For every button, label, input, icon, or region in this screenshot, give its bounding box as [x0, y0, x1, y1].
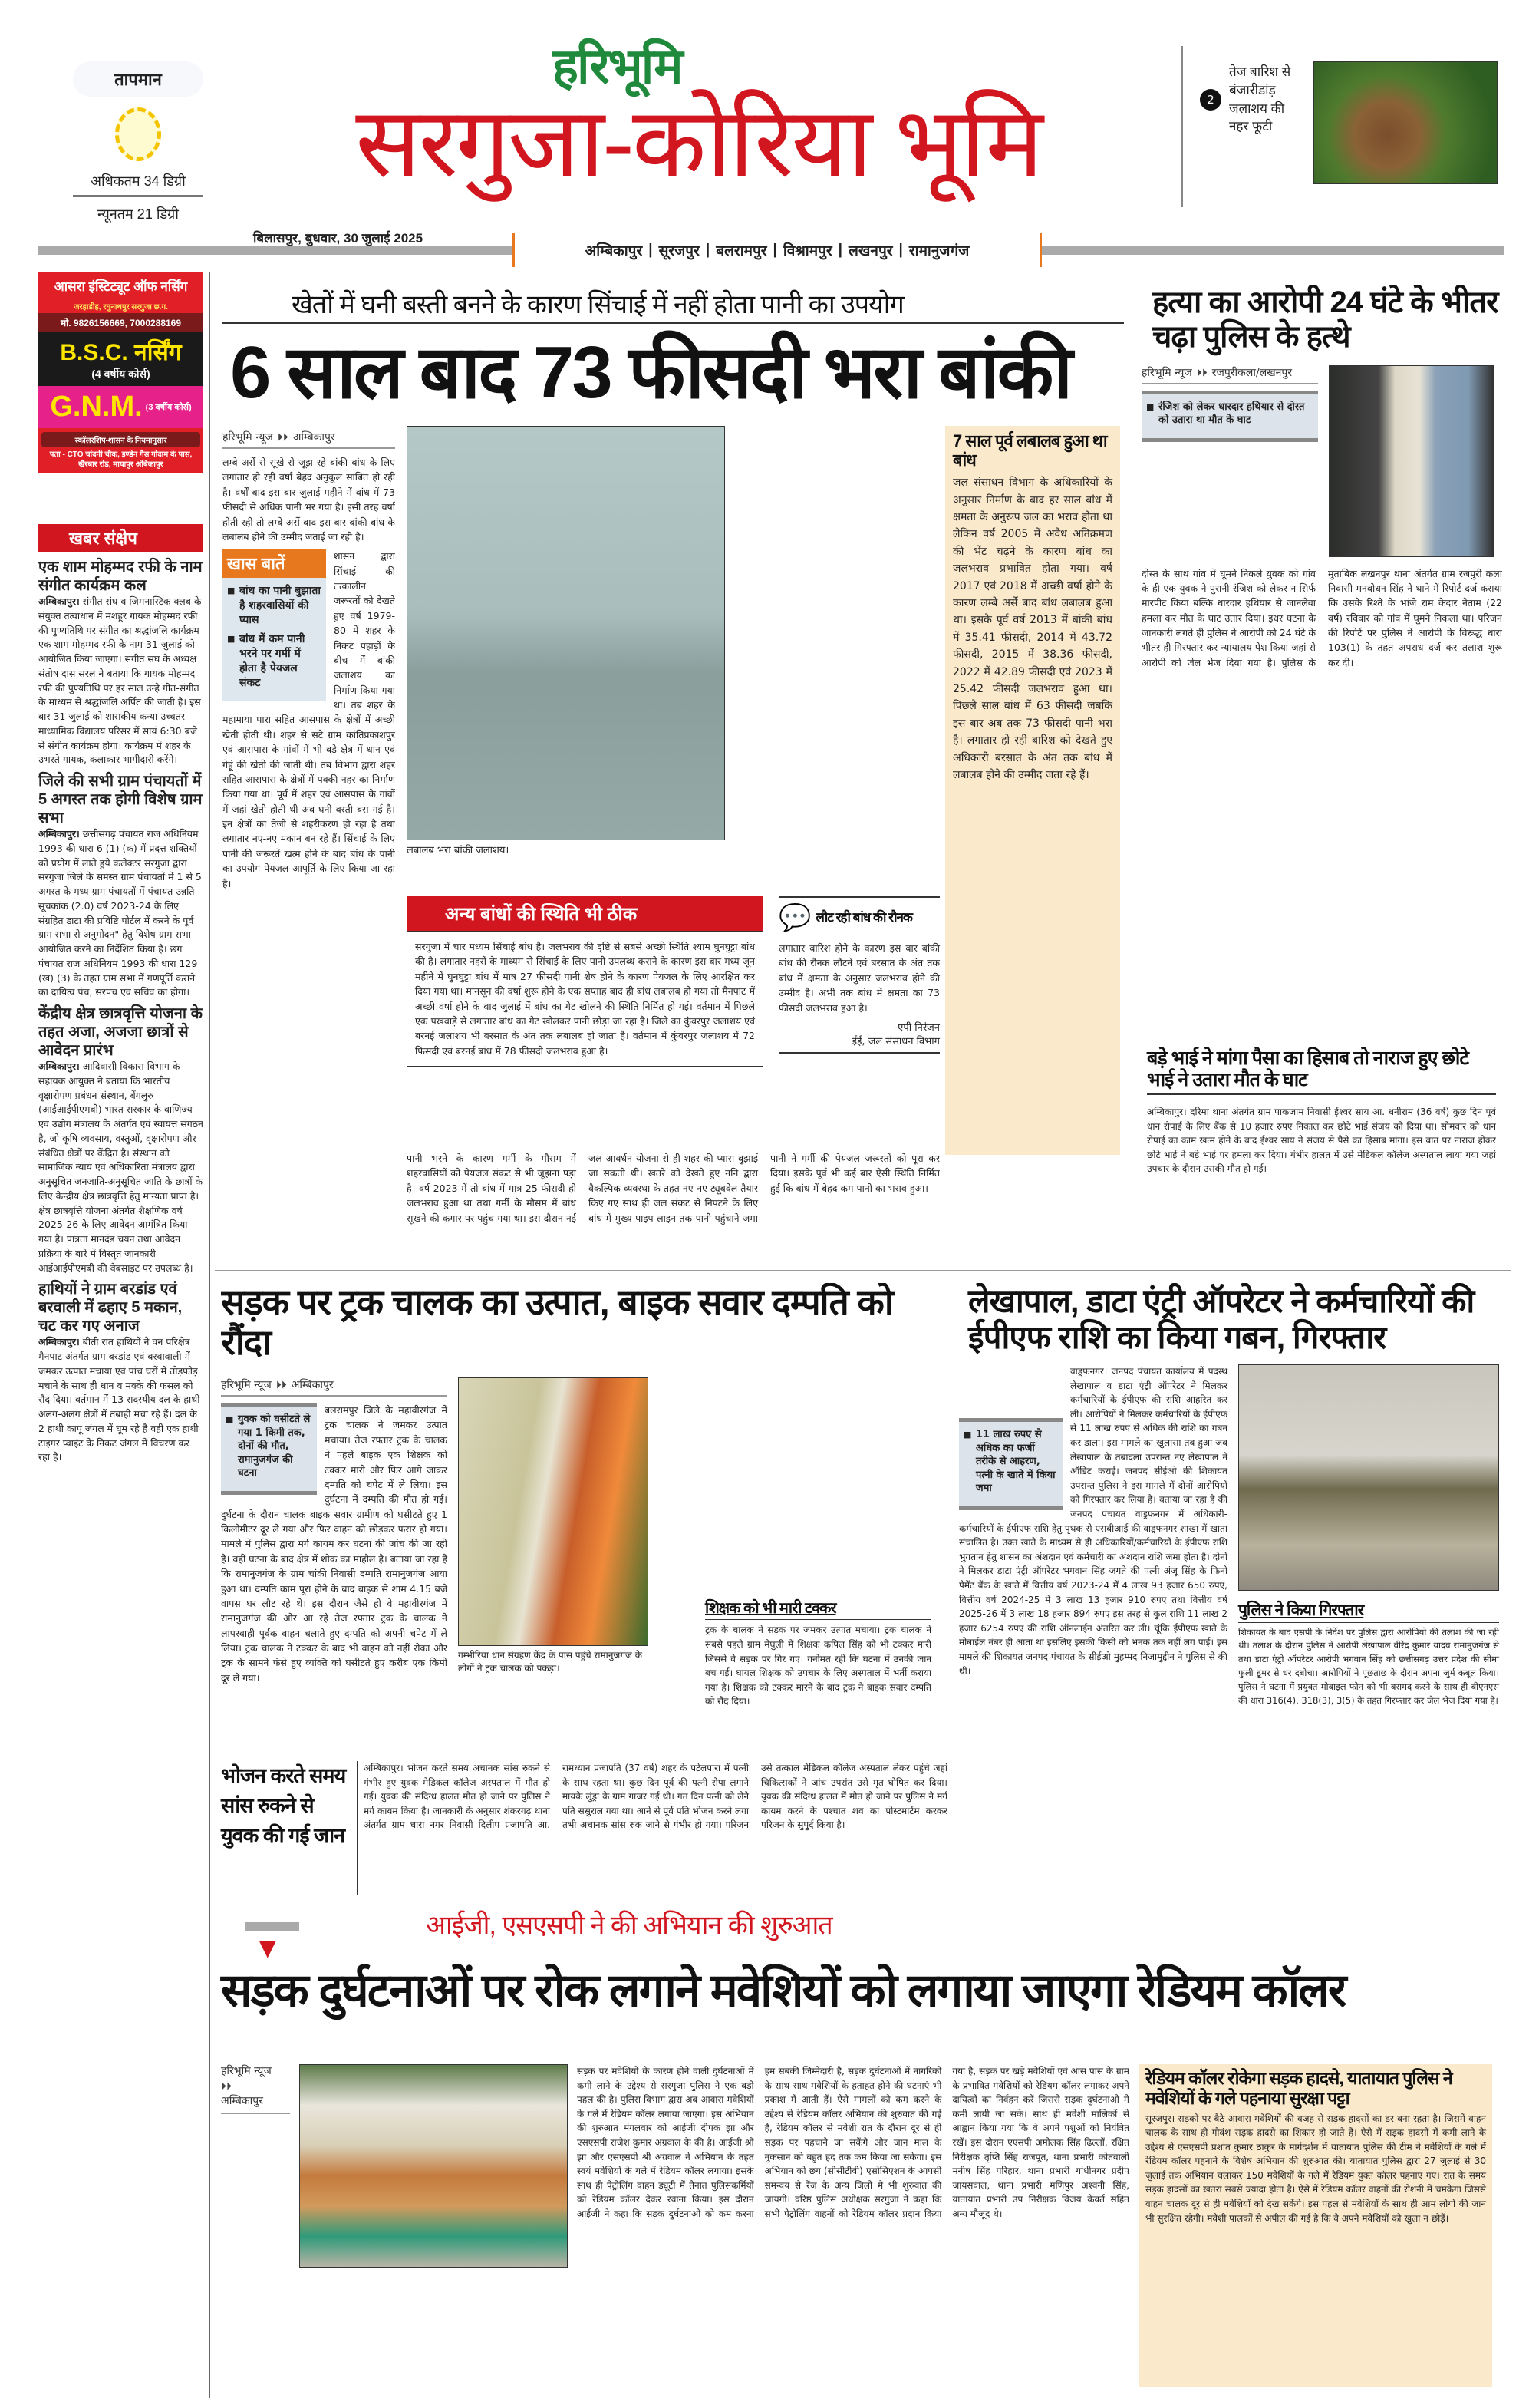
quote-role: ईई, जल संसाधन विभाग [779, 1034, 940, 1054]
weather-label: तापमान [73, 61, 203, 97]
epf-arrest-box [1238, 1601, 1499, 1707]
cattle-byline [221, 2064, 290, 2114]
briefs-label: खबर संक्षेप [38, 524, 203, 552]
brief-item [38, 1280, 203, 1465]
epf-headline: लेखापाल, डाटा एंट्री ऑपरेटर ने कर्मचारियों की ईपीएफ राशि का किया गबन, गिरफ्तार [968, 1283, 1475, 1356]
city-3[interactable]: विश्रामपुर [783, 242, 832, 259]
arrest-title: पुलिस ने किया गिरफ्तार [1238, 1601, 1499, 1623]
epf-highlight [959, 1418, 1063, 1510]
speech-bubble-icon: 💬 [779, 902, 812, 933]
nursing-ad[interactable] [38, 272, 203, 512]
brief-title: एक शाम मोहम्मद रफी के नाम संगीत कार्यक्रम कल [38, 559, 203, 594]
lead-kicker: खेतों में घनी बस्ती बनने के कारण सिंचाई में नहीं होता पानी का उपयोग [292, 290, 904, 319]
highlights-box [222, 549, 326, 701]
truck-photo [458, 1377, 648, 1646]
arrow-icon: ⏵⏵ [221, 2080, 232, 2093]
cities-bar: अम्बिकापुर | सूरजपुर | बलरामपुर | विश्रामपुर | लखनपुर | रामानुजगंज [512, 233, 1042, 267]
brief-title: जिले की सभी ग्राम पंचायतों में 5 अगस्त तक होगी विशेष ग्राम सभा [38, 773, 203, 826]
quote-name: -एपी निरंजन [894, 1021, 940, 1034]
column-divider [209, 272, 210, 2398]
chevron-down-icon: ▼ [259, 1935, 276, 1961]
brief-text: बीती रात हाथियों ने वन परिक्षेत्र मैनपाट अंतर्गत ग्राम बरडांड एवं बरवावाली में जमकर उत्पात मचाया एवं पांच घरों में तोड़फोड़ मचाने के साथ ही धान व मक्के की फसल को रौंद दिया। वर्तमान में 13 सदस्यीय दल के हाथी अलग-अलग क्षेत्रों में तबाही मचा रहे हैं। दल के 2 हाथी कापू जंगल में घूम रहे है वहीं एक हाथी टाइगर प्वाइंट के निकट जंगल में विचरण कर रहा है। [38, 1336, 200, 1463]
murder-photo [1329, 365, 1494, 557]
brief-text: संगीत संघ व जिमनास्टिक क्लब के संयुक्त तत्वाधान में मशहूर गायक मोहम्मद रफी की पुण्यतिथि पर संगीत का श्रद्धांजलि कार्यक्रम एक शाम मोहम्मद रफी के नाम 31 जुलाई को आयोजित किया जाएगा। संगीत संघ के अध्यक्ष संतोष दास सरल ने बताया कि गायक मोहम्मद रफी की पुण्यतिथि पर हर साल उन्हे गीत-संगीत के माध्यम से श्रद्धांजलि अर्पित की जाती है। इस बार 31 जुलाई को शासकीय कन्या उच्चतर माध्यामिक विद्यालय परिसर में सायं 6:30 बजे से संगीत कार्यक्रम होगा। कार्यक्रम में शहर के उभरते गायक, कलाकार भागीदारी करेंगे। [38, 595, 202, 766]
cattle-kicker: आईजी, एसएसपी ने की अभियान की शुरुआत [426, 1911, 832, 1940]
murder-story [1142, 285, 1502, 1034]
quote-title: 💬 लौट रही बांध की रौनक [779, 896, 940, 933]
cattle-row [221, 2064, 1130, 2394]
lead-byline [222, 430, 395, 449]
ad-phone: मो. 9826156669, 7000288169 [38, 313, 203, 332]
ad-course-1-duration: (4 वर्षीय कोर्स) [91, 368, 150, 380]
murder-byline [1142, 365, 1318, 384]
lead-body-3: पानी भरने के कारण गर्मी के मौसम में शहरवासियों को पेयजल संकट से भी जूझना पड़ा है। वर्ष 2023 में तो बांध में मात्र 25 फीसदी ही जलभराव हुआ था तथा गर्मी के मौसम में बांध सूखने की कगार पर पहुंच गया था। इस दौरान नई जल आवर्धन योजना से ही शहर की प्यास बुझाई जा सकती थी। खतरे को देखते हुए ननि द्वारा वैकल्पिक व्यवस्था के तहत नए-नए ट्यूबवेल तैयार किए गए साथ ही जल संकट से निपटने के लिए बांध में मुख्य पाइप लाइन तक पानी पहुंचाने जमा पानी ने गर्मी की पेयजल जरूरतों को पूरा कर दिया। इसके पूर्व भी कई बार ऐसी स्थिति निर्मित हुई कि बांध में बेहद कम पानी का भराव हुआ। [407, 1153, 940, 1224]
murder-highlight [1142, 391, 1318, 442]
truck-photo-caption: गम्भीरिया धान संग्रहण केंद्र के पास पहुंचे रामानुजगंज के लोगों ने ट्रक चालक को पकड़ा। [458, 1650, 642, 1674]
brief-title: हाथियों ने ग्राम बरडांड एवं बरवाली में ढहाए 5 मकान, चट कर गए अनाज [38, 1281, 183, 1335]
byline-source: हरिभूमि न्यूज [221, 2065, 272, 2077]
murder-headline: हत्या का आरोपी 24 घंटे के भीतर चढ़ा पुलिस के हत्थे [1152, 285, 1498, 354]
arrow-icon: ⏵⏵ [1196, 366, 1208, 379]
ad-course-2: G.N.M. [50, 391, 143, 423]
photo-caption: लबालब भरा बांकी जलाशय। [407, 845, 509, 856]
cattle-photo [299, 2064, 568, 2268]
brief-item [38, 772, 203, 1000]
byline-source: हरिभूमि न्यूज [221, 1379, 272, 1392]
byline-place: अम्बिकापुर [221, 2095, 263, 2108]
lead-column-1 [222, 430, 395, 890]
other-dams-box [407, 896, 775, 1067]
kicker-rule [222, 322, 1124, 324]
dateline: बिलासपुर, बुधवार, 30 जुलाई 2025 [253, 231, 423, 246]
arrest-text: शिकायत के बाद एसपी के निर्देश पर पुलिस द्वारा आरोपियों की तलाश की जा रही थी। तलाश के दौरान पुलिस ने आरोपी लेखापाल वीरेंद्र कुमार यादव रामानुजगंज से तथा डाटा एंट्री ऑपरेटर आरोपी भगवान सिंह को छत्तीसगढ़ उत्तर प्रदेश की सीमा फुली डूमर से धर दबोचा। आरोपियों ने पूछताछ के दौरान अपना जुर्म कबूल किया। पुलिस ने घटना में प्रयुक्त मोबाइल फोन को भी बरामद करने के साथ ही बीएनएस की धारा 316(4), 318(3), 3(5) के तहत गिरफ्तार कर जेल भेज दिया गया है। [1238, 1626, 1499, 1706]
brother-body: अम्बिकापुर। दरिमा थाना अंतर्गत ग्राम पाकजाम निवासी ईश्वर साय आ. धनीराम (36 वर्ष) कुछ दिन पूर्व धान रोपाई के लिए बैंक से 10 हजार रुपए निकाल कर छोटे भाई संजय को दिया था। सोमवार को धान रोपाई का काम खत्म होने के बाद ईश्वर साय ने संजय से पैसे का हिसाब मांगा। इस बात पर नाराज होकर छोटे भाई ने बड़े भाई पर हमला कर दिया। गंभीर हालत में उसे मेडिकल कॉलेज अस्पताल लाया गया जहां उपचार के दौरान उसकी मौत हो गई। [1147, 1107, 1496, 1175]
quote-box [779, 896, 940, 1054]
truck-byline [221, 1377, 447, 1397]
brief-dateline: अम्बिकापुर। [38, 1336, 80, 1348]
byline-place: अम्बिकापुर [292, 431, 335, 444]
cattle-headline: सड़क दुर्घटनाओं पर रोक लगाने मवेशियों को लगाया जाएगा रेडियम कॉलर [221, 1964, 1346, 2016]
ad-course-1: B.S.C. नर्सिंग [60, 340, 182, 365]
brief-dateline: अम्बिकापुर। [38, 828, 80, 840]
side-box [945, 426, 1120, 1155]
meal-headline: भोजन करते समय सांस रुकने से युवक की गई जान [221, 1764, 346, 1848]
brand-logo: हरिभूमि [552, 38, 682, 94]
highlight-item: ■ युवक को घसीटते ले गया 1 किमी तक, दोनों की मौत, रामानुजगंज की घटना [226, 1413, 312, 1480]
highlight-item: ■ बांध का पानी बुझाता है शहरवासियों की प्यास [227, 584, 321, 628]
highlight-item: ■ 11 लाख रुपए से अधिक का फर्जी तरीके से आहरण, पत्नी के खाते में किया जमा [964, 1428, 1058, 1496]
ad-course-2-duration: (3 वर्षीय कोर्स) [145, 403, 192, 412]
edition-title: सरगुजा-कोरिया भूमि [355, 88, 1041, 196]
sun-icon [115, 107, 161, 161]
teacher-title: शिक्षक को भी मारी टक्कर [705, 1600, 931, 1620]
brief-dateline: अम्बिकापुर। [38, 1061, 80, 1072]
side-box-title: 7 साल पूर्व लबालब हुआ था बांध [953, 431, 1107, 470]
arrow-icon: ⏵⏵ [275, 1379, 287, 1392]
briefs-section [38, 524, 203, 2396]
truck-headline: सड़क पर ट्रक चालक का उत्पात, बाइक सवार दम्पति को रौंदा [221, 1283, 893, 1362]
murder-body: दोस्त के साथ गांव में घूमने निकले युवक को गांव के ही एक युवक ने पुरानी रंजिश को लेकर न सिर्फ मारपीट किया बल्कि धारदार हथियार से जानलेवा हमला कर मौत के घाट उतार दिया। इधर घटना के जानकारी लगते ही पुलिस ने आरोपी को 24 घंटे के भीतर ही गिरफ्तार कर न्यायालय पेश किया जहां से आरोपी को जेल भेज दिया गया है। पुलिस के मुताबिक लखनपुर थाना अंतर्गत ग्राम रजपुरी कला निवासी मनबोधन सिंह ने थाने में रिपोर्ट दर्ज कराया कि उसके रिश्ते के भांजे राम केदार नेताम (22 वर्ष) रविवार को गांव में घूमने निकला था। परिजन की रिपोर्ट पर पुलिस ने आरोपी के विरूद्ध धारा 103(1) के तहत अपराध दर्ज कर तलाश शुरू कर दी। [1142, 567, 1502, 668]
dam-photo [407, 426, 725, 840]
other-dams-text: सरगुजा में चार मध्यम सिंचाई बांध है। जलभराव की दृष्टि से सबसे अच्छी स्थिति श्याम घुनघुट्टा बांध की है। लगातार नहरों के माध्यम से सिंचाई के लिए पानी उपलब्ध कराने के कारण इस बार मध्य जून महीने में घुनघुट्टा बांध में मात्र 27 फीसदी पानी शेष होने के कारण पेयजल के लिए आरक्षित कर दिया गया था। मानसून की वर्षा शुरू होने के एक सप्ताह बाद ही बांध लबालब हो गया तो मैनपाट में अच्छी वर्षा होने के बाद जुलाई में बांध का गेट खोलने की स्थिति निर्मित हो गई। वर्तमान में पिछले एक पखवाड़े से लगातार बांध का गेट खोलकर पानी छोड़ा जा रहा है। जिले का कुंवरपुर जलाशय एवं बरनई जलाशय भी बरसात के अंत तक लबालब हो जाता है। वर्तमान में कुंवरपुर जलाशय में 72 फिसदी एवं बरनई बांध में 78 फीसदी जलभराव हुआ है। [407, 931, 763, 1067]
cattle-side-text: सूरजपुर। सड़कों पर बैठे आवारा मवेशियों की वजह से सड़क हादसों का डर बना रहता है। जिसमें वाहन चालक के साथ ही गौवंश सड़क हादसे का शिकार हो जाते हैं। ऐसे में सड़क हादसों में कमी लाने के उद्देश्य से एसएसपी प्रशांत कुमार ठाकुर के मार्गदर्शन में यातायात पुलिस की टीम ने मवेशियों के गले में रेडियम कॉलर पहनाने के विशेष अभियान की शुरुआत की। यातायात पुलिस द्वारा 27 जुलाई से 30 जुलाई तक अभियान चलाकर 150 मवेशियों के गले में रेडियम युक्त कॉलर पहनाए गए। रात के समय सड़क हादसों का ख़तरा सबसे ज्यादा होता है। ऐसे में रेडियम कॉलर वाहनों की रोशनी में चमकेगा जिससे वाहन चालक दूर से ही मवेशियों को देख सकेंगे। इस पहल से मवेशियों के साथ ही आम लोगों की जान भी सुरक्षित रहेगी। मवेशी पालकों से अपील की गई है कि वे अपने मवेशियों को खुला न छोड़ें। [1145, 2113, 1486, 2224]
city-4[interactable]: लखनपुर [849, 242, 893, 259]
highlights-label: खास बातें [222, 549, 326, 578]
highlight-item: ■ बांध में कम पानी भरने पर गर्मी में होता है पेयजल संकट [227, 632, 321, 691]
meal-body: अम्बिकापुर। भोजन करते समय अचानक सांस रुकने से गंभीर हुए युवक मेडिकल कॉलेज अस्पताल में मौत हो गई। युवक की संदिग्ध हालत मौत हो जाने पर पुलिस ने मर्ग कायम किया है। जानकारी के अनुसार शंकरगढ़ थाना अंतर्गत ग्राम धारा नगर निवासी दिलीप प्रजापति आ. रामध्यान प्रजापति (37 वर्ष) शहर के पटेलपारा में पत्नी के साथ रहता था। कुछ दिन पूर्व की पत्नी रोपा लगाने मायके लुंड्रा के ग्राम गाजर गई थी। गत दिन पत्नी को लेने पति ससुराल गया था। आने से पूर्व पति भोजन करने लगा तभी अचानक सांस रुक जाने से गंभीर हो गया। परिजन उसे तत्काल मेडिकल कॉलेज अस्पताल लेकर पहुंचे जहां चिकित्सकों ने जांच उपरांत उसे मृत घोषित कर दिया। युवक की संदिग्ध हालत में मौत हो जाने पर पुलिस ने मर्ग कायम करने के पश्चात शव का पोस्टमार्टम करकर परिजन के सुपुर्द किया है। [357, 1761, 947, 1895]
city-1[interactable]: सूरजपुर [658, 242, 700, 259]
cattle-side-title: रेडियम कॉलर रोकेगा सड़क हादसे, यातायात पुलिस ने मवेशियों के गले पहनाया सुरक्षा पट्टा [1145, 2068, 1452, 2108]
byline-place: रजपुरीकला/लखनपुर [1211, 366, 1293, 379]
weather-box [73, 61, 203, 238]
teaser[interactable] [1181, 46, 1504, 207]
lead-body-2: शासन द्वारा सिंचाई की तत्कालीन जरूरतों को देखते हुए वर्ष 1979-80 में शहर के निकट पहाड़ों के बीच में बांकी जलाशय का निर्माण किया गया था। तब शहर के महामाया पारा सहित आसपास के क्षेत्रों में अच्छी खेती होती थी। शहर से सटे ग्राम कांतिप्रकाशपुर एवं आसपास के गांवों में भी बड़े क्षेत्र में धान एवं गेहूं की खेती की जाती थी। तब विभाग द्वारा शहर सहित आसपास के क्षेत्रों में पक्की नहर का निर्माण किया गया था। पूर्व में शहर एवं आसपास के गांवों में जहां खेती होती थी अब घनी बस्ती बस गई है। इन क्षेत्रों का तेजी से शहरीकरण हो रहा है तथा लगातार नए-नए मकान बन रहे हैं। सिंचाई के लिए पानी की जरूरतें खत्म होने के बाद बांध के पानी का उपयोग पेयजल आपूर्ति के लिए किया जा रहा है। [222, 550, 395, 889]
epf-body: वाड्रफनगर। जनपद पंचायत कार्यालय में पदस्थ लेखापाल व डाटा एंट्री ऑपरेटर ने मिलकर कर्मचारियों के ईपीएफ की राशि आहरित कर ली। आरोपियों ने मिलकर कर्मचारियों के ईपीएफ से 11 लाख रुपए से अधिक की राशि का गबन कर डाला। इस मामले का खुलासा तब हुआ जब लेखापाल के तबादला उपरान्त नए लेखापाल ने ऑडिट कराई। जनपद सीईओ की शिकायत उपरान्त पुलिस ने इस मामले में दोनों आरोपियों को गिरफ्तार कर लिया है। बताया जा रहा है की जनपद पंचायत वाड्रफनगर में अधिकारी-कर्मचारियों के ईपीएफ राशि हेतु पृथक से एसबीआई की वाड्रफनगर शाखा में खाता संचालित है। उक्त खाते के माध्यम से ही अधिकारियों/कर्मचारियों के ईपीएफ राशि भुगतान हेतु शासन का अंशदान एवं कर्मचारी का अंशदान राशि जमा होता है। दोनों ने मिलकर डाटा एंट्री ऑपरेटर भगवान सिंह जगते की पत्नी अंजू सिंह के फिनो पेमेंट बैंक के खाते में वित्तीय वर्ष 2023-24 में 4 लाख 93 हजार 650 रुपए, वित्तीय वर्ष 2024-25 में 3 लाख 13 हजार 910 रुपए तथा वित्तीय वर्ष 2025-26 में 3 लाख 18 हजार 894 रुपए इस तरह से कुल राशि 11 लाख 2 हजार 6254 रुपए की राशि ऑनलाईन अंतरित कर ली। चूंकि ईपीएफ खाते के मोबाईल नंबर ही आता था इसलिए इसकी किसी को भनक तक नहीं लग पाई। इस मामले की शिकायत जनपद पंचायत के सीईओ मुहम्मद निजामुद्दीन ने पुलिस से की थी। [959, 1366, 1227, 1677]
byline-source: हरिभूमि न्यूज [1142, 366, 1192, 379]
teacher-box [705, 1600, 931, 1709]
truck-highlight [221, 1403, 317, 1495]
side-box-text: जल संसाधन विभाग के अधिकारियों के अनुसार निर्माण के बाद हर साल बांध में क्षमता के अनुरूप जल का भराव होता था लेकिन वर्ष 2005 में अवैध अतिक्रमण की भेंट चढ़ने के कारण बांध का जलभराव प्रभावित होता गया। वर्ष 2017 एवं 2018 में अच्छी वर्षा होने के कारण लम्बे अर्से बाद बांध लबालब हुआ था। इसके पूर्व वर्ष 2013 में बांकी बांध में 35.41 फीसदी, 2014 में 43.72 फीसदी, 2015 में 38.36 फीसदी, 2022 में 42.89 फीसदी एवं 2023 में 25.42 फीसदी जलभराव हुआ था। पिछले साल बांध में 63 फीसदी जबकि इस बार अब तक 73 फीसदी पानी भरा है। लगातार हो रही बारिश को देखते हुए अधिकारी बरसात के अंत तक बांध में लबालब होने की उम्मीद जता रहे हैं। [953, 477, 1112, 781]
city-5[interactable]: रामानुजगंज [908, 242, 970, 259]
lead-body-1: लम्बे अर्से से सूखे से जूझ रहे बांकी बांध के लिए लगातार हो रही वर्षा बेहद अनुकूल साबित हो रही है। वर्षों बाद इस बार जुलाई महीने में बांध में 73 फीसदी से अधिक पानी भर गया है। इसी तरह वर्षा होती रही तो लम्बे अर्से बाद इस बार बांकी बांध के लबालब होने की उम्मीद जताई जा रही है। [222, 457, 395, 543]
other-dams-title: अन्य बांधों की स्थिति भी ठीक [407, 896, 763, 931]
page-badge: 2 [1200, 89, 1221, 111]
brother-headline: बड़े भाई ने मांगा पैसा का हिसाब तो नाराज हुए छोटे भाई ने उतारा मौत के घाट [1147, 1047, 1496, 1095]
kicker-arrow-icon [245, 1922, 299, 1931]
ad-scholarship: स्कॉलरशिप-शासन के नियमानुसार [41, 432, 200, 447]
teaser-photo [1313, 61, 1498, 184]
brief-text: आदिवासी विकास विभाग के सहायक आयुक्त ने बताया कि भारतीय वृक्षारोपण प्रबंधन संस्थान, बेंगलुरु (आईआईपीएमबी) भारत सरकार के वाणिज्य एवं उद्योग मंत्रालय के अंतर्गत एवं स्वायत्त संगठन है, जो कृषि व्यवसाय, वस्तुओं, वृक्षारोपण और संबंधित क्षेत्रों पर केंद्रित है। संस्थान को सामाजिक न्याय एवं अधिकारिता मंत्रालय द्वारा अनुसूचित जनजाति-अनुसूचित जाति के छात्रों के लिए केन्द्रीय क्षेत्र छात्रवृत्ति हेतु मान्यता प्राप्त है। क्षेत्र छात्रवृत्ति योजना अंतर्गत शैक्षणिक वर्ष 2025-26 के लिए आवेदन आमंत्रित किया गया है। पात्रता मानदंड चयन तथा आवेदन प्रक्रिया के बारे में विस्तृत जानकारी आईआईपीएमबी की वेबसाइट पर उपलब्ध है। [38, 1061, 203, 1274]
lead-headline: 6 साल बाद 73 फीसदी भरा बांकी [230, 332, 1071, 414]
teaser-text: तेज बारिश से बंजारीडांड़ जलाशय की नहर फूटी [1229, 64, 1291, 134]
city-0[interactable]: अम्बिकापुर [585, 242, 643, 259]
brief-item [38, 1004, 203, 1275]
truck-story [221, 1283, 942, 1743]
byline-source: हरिभूमि न्यूज [222, 431, 273, 444]
epf-photo [1238, 1364, 1499, 1591]
byline-place: अम्बिकापुर [291, 1379, 334, 1392]
section-divider [215, 1270, 1511, 1271]
max-temp: अधिकतम 34 डिग्री [73, 172, 203, 197]
ad-name: आसरा इंस्टिट्यूट ऑफ नर्सिंग [38, 272, 203, 299]
teacher-text: ट्रक के चालक ने सड़क पर जमकर उत्पात मचाया। ट्रक चालक ने सबसे पहले ग्राम मेघुली में शिक्षक कपिल सिंह को भी टक्कर मारी जिससे वे सड़क पर गिर गए। गनीमत रही कि घटना में उनकी जान बच गई। घायल शिक्षक को उपचार के लिए अस्पताल में भर्ती कराया गया है। शिक्षक को टक्कर मारने के बाद ट्रक ने बाइक सवार दम्पति को रौंद दिया। [705, 1625, 931, 1707]
brief-text: छत्तीसगढ़ पंचायत राज अधिनियम 1993 की धारा 6 (1) (क) में प्रदत्त शक्तियों को प्रयोग में लाते हुये कलेक्टर सरगुजा द्वारा सरगुजा जिले के समस्त ग्राम पंचायतों में 1 से 5 अगस्त के मध्य ग्राम पंचायतों में पंचायत उन्नति सूचकांक (2.0) वर्ष 2023-24 के लिए संग्रहित डाटा की प्रविष्टि पोर्टल में करने के पूर्व ग्राम सभा से अनुमोदन" हेतु विशेष ग्राम सभा आयोजित करने का निर्देशित किया है। छग पंचायत राज अधिनियम 1993 की धारा 129 (ख) (3) के तहत ग्राम सभा में गणपूर्ति कराने का दायित्व पंच, सरपंच एवं सचिव का होगा। [38, 828, 202, 998]
brief-title: केंद्रीय क्षेत्र छात्रवृत्ति योजना के तहत अजा, अजजा छात्रों से आवेदन प्रारंभ [38, 1005, 203, 1059]
highlight-item: ■ रंजिश को लेकर धारदार हथियार से दोस्त को उतारा था मौत के घाट [1146, 401, 1313, 427]
min-temp: न्यूनतम 21 डिग्री [97, 206, 179, 222]
ad-location: पता - CTO चांदनी चौक, इण्डेन गैस गोदाम के पास, खैरबार रोड, मायापुर अंबिकापुर [49, 450, 193, 469]
brief-item [38, 558, 203, 767]
truck-body-extra [659, 1377, 931, 1385]
arrow-icon: ⏵⏵ [277, 431, 288, 444]
city-2[interactable]: बलरामपुर [716, 242, 767, 259]
epf-story [959, 1283, 1502, 1905]
quote-text: लगातार बारिश होने के कारण इस बार बांकी बांध की रौनक लौटने एवं बरसात के अंत तक बांध में क्षमता के अनुसार जलभराव होने की उम्मीद है। अभी तक बांध में क्षमता का 73 फीसदी जलभराव हुआ है। [779, 942, 940, 1014]
ad-address: जरहाडीह, रघुनाथपुर सरगुजा छ.ग. [38, 299, 203, 313]
cattle-side-box [1139, 2064, 1492, 2387]
brief-dateline: अम्बिकापुर। [38, 595, 80, 607]
cattle-body: सड़क पर मवेशियों के कारण होने वाली दुर्घटनाओं में कमी लाने के उद्देश्य से सरगुजा पुलिस ने एक बड़ी पहल की है। पुलिस विभाग द्वारा अब आवारा मवेशियों के गले में रेडियम कॉलर लगाया जाएगा। इस अभियान की शुरुआत मंगलवार को आईजी दीपक झा और एसएसपी राजेश कुमार अग्रवाल के की है। आईजी श्री झा और एसएसपी श्री अग्रवाल ने अभियान के तहत स्वयं मवेशियों के गले में रेडियम कॉलर लगाया। इसके साथ ही पेट्रोलिंग वाहन ड्यूटी में तैनात पुलिसकर्मियों को रेडियम कॉलर देकर रवाना किया। इस दौरान आईजी ने कहा कि सड़क दुर्घटनाओं को कम करना हम सबकी जिम्मेदारी है, सड़क दुर्घटनाओं में नागरिकों के साथ साथ मवेशियों के हताहत होने की घटनाएं भी प्रकाश में आती हैं। ऐसे मामलों को कम करने के उद्देश्य से रेडियम कॉलर अभियान की शुरुवात की गई है, रेडियम कॉलर से मवेशी रात के दौरान दूर से ही सड़क पर पहचाने जा सकेंगे और जान माल के नुकसान को बहुत हद तक कम किया जा सकेगा। इस अभियान को छग (सीसीटीवी) एसोसिएशन के आपसी समन्वय से रेंज के अन्य जिलों मे भी शुरुवात की जायगी। वरिष्ठ पुलिस अधीक्षक सरगुजा ने कहा कि सभी पेट्रोलिंग वाहनों को रेडियम कॉलर प्रदान किया गया है, सड़क पर खड़े मवेशियों एवं आस पास के ग्राम के प्रभावित मवेशियों को रेडियम कॉलर लगाकर अपने दायित्वों का निर्वहन करें जिससे सड़क दुर्घटनाओ मे कमी लायी जा सके। साथ ही मवेशी मालिकों से आह्वान किया गया कि वे अपने पशुओं को नियंत्रित रखें। इस दौरान एएसपी अमोलक सिंह ढिल्लों, रक्षित निरीक्षक तृप्ति सिंह राजपूत, थाना प्रभारी कोतवाली मनीष सिंह परिहार, थाना प्रभारी गांधीनगर प्रदीप जायसवाल, थाना प्रभारी मणिपुर अश्वनी सिंह, यातायात प्रभारी उप निरीक्षक विजय केवर्त सहित अन्य मौजूद थे। [577, 2066, 1129, 2219]
truck-body: बलरामपुर जिले के महावीरगंज में ट्रक चालक ने जमकर उत्पात मचाया। तेज रफ्तार ट्रक के चालक ने पहले बाइक एक शिक्षक को टक्कर मारी और फिर आगे जाकर दम्पति को चपेट में ले लिया। इस दुर्घटना में दम्पति की मौत हो गई। दुर्घटना के दौरान चालक बाइक सवार ग्रामीण को घसीटते हुए 1 किलोमीटर दूर ले गया और फिर वाहन को छोड़कर फरार हो गया। मामले में पुलिस द्वारा मर्ग कायम कर घटना की जांच की जा रही है। वहीं घटना के बाद क्षेत्र में शोक का माहौल है। बताया जा रहा है कि रामानुजगंज के ग्राम चांकी निवासी दम्पति रामानुजगंज आया हुआ था। दम्पति काम पूरा होने के बाद बाइक से शाम 4.15 बजे वापस घर लौट रहे थे। इस दौरान जैसे ही वे महावीरगंज में रामानुजगंज की ओर आ रहे तेज रफ्तार ट्रक के चालक ने लापरवाही पूर्वक वाहन चलाते हुए दम्पति को अपनी चपेट में ले लिया। ट्रक चालक ने टक्कर के बाद भी वाहन को नहीं रोका और ट्रक के सामने फंसे हुए व्यक्ति को घसीटते हुए करीब एक किमी दूर ले गया। [221, 1404, 447, 1684]
